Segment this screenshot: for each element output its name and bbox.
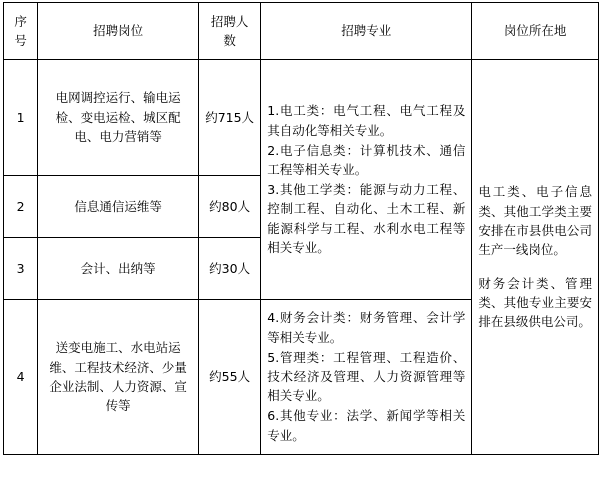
table-body <box>4 60 599 455</box>
table-header-row <box>4 3 599 60</box>
row-no: 1 <box>4 60 38 176</box>
row-no: 4 <box>4 300 38 455</box>
row-no: 3 <box>4 238 38 300</box>
table-row <box>4 60 599 176</box>
row-count: 约715人 <box>198 60 260 176</box>
major-item: 3.其他工学类：能源与动力工程、控制工程、自动化、土木工程、新能源科学与工程、水利水电工程等相关专业。 <box>267 181 466 255</box>
table-header <box>4 3 599 60</box>
major-item: 1.电工类：电气工程、电气工程及其自动化等相关专业。 <box>267 103 466 138</box>
major-item: 2.电子信息类：计算机技术、通信工程等相关专业。 <box>267 142 466 177</box>
header-cell-location: 岗位所在地 <box>472 3 599 60</box>
recruitment-table <box>3 2 599 455</box>
row-count: 约55人 <box>198 300 260 455</box>
location-paragraph: 电工类、电子信息类、其他工学类主要安排在市县供电公司生产一线岗位。 <box>478 184 592 258</box>
row-no: 2 <box>4 176 38 238</box>
location-paragraph: 财务会计类、管理类、其他专业主要安排在县级供电公司。 <box>478 275 592 330</box>
row-post: 送变电施工、水电站运维、工程技术经济、少量企业法制、人力资源、宣传等 <box>38 300 199 455</box>
header-cell-major: 招聘专业 <box>261 3 472 60</box>
major-item: 6.其他专业：法学、新闻学等相关专业。 <box>267 408 466 443</box>
major-item: 4.财务会计类：财务管理、会计学等相关专业。 <box>267 310 466 345</box>
row-count: 约80人 <box>198 176 260 238</box>
row-post: 电网调控运行、输电运检、变电运检、城区配电、电力营销等 <box>38 60 199 176</box>
row-post: 信息通信运维等 <box>38 176 199 238</box>
major-item: 5.管理类：工程管理、工程造价、技术经济及管理、人力资源管理等相关专业。 <box>267 349 466 404</box>
header-cell-count: 招聘人数 <box>198 3 260 60</box>
row-major-group-b <box>261 300 472 455</box>
header-cell-post: 招聘岗位 <box>38 3 199 60</box>
row-location <box>472 60 599 455</box>
row-count: 约30人 <box>198 238 260 300</box>
row-major-group-a <box>261 60 472 300</box>
header-cell-no: 序号 <box>4 3 38 60</box>
row-post: 会计、出纳等 <box>38 238 199 300</box>
